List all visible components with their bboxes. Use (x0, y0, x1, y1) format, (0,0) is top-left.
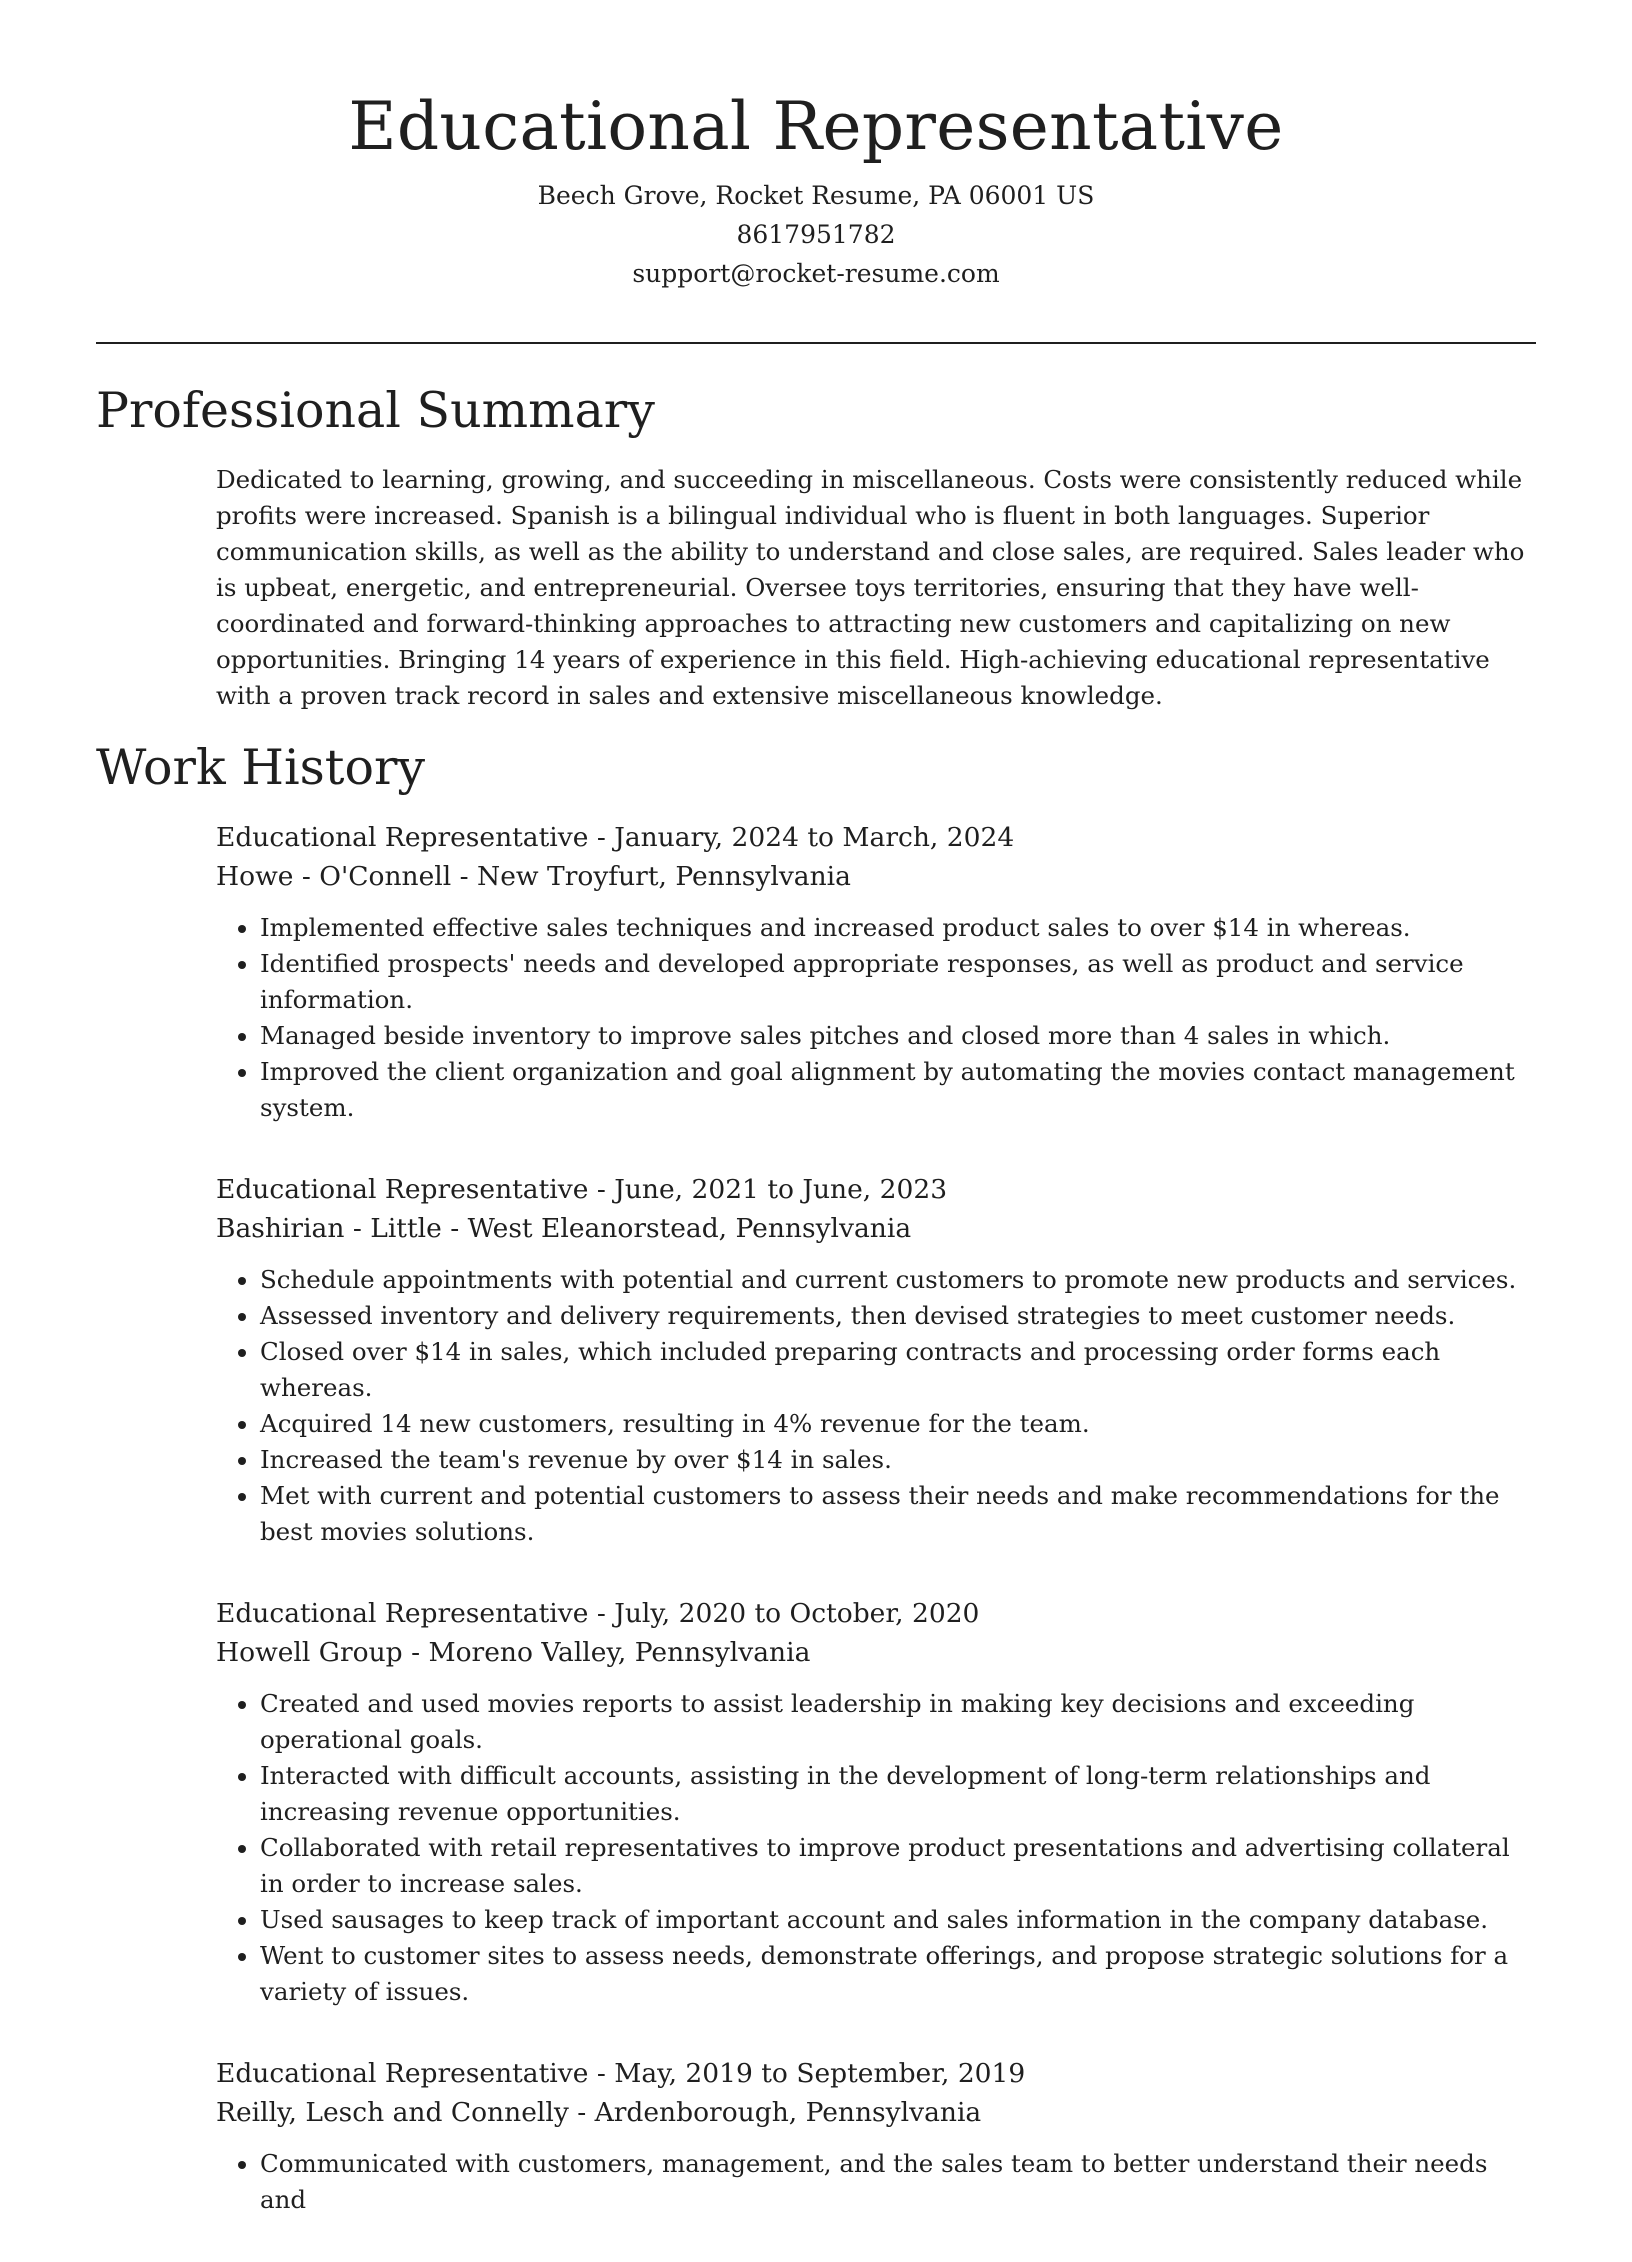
job-bullet: • Used sausages to keep track of important account and sales information in the company database. (260, 1902, 1538, 1938)
job-company: Reilly, Lesch and Connelly (216, 2097, 569, 2128)
job-bullets (216, 910, 1538, 1126)
job-company-line (216, 2093, 1538, 2132)
job-title-line (216, 818, 1538, 857)
job-dates: - May, 2019 to September, 2019 (588, 2058, 1026, 2089)
job-company-line (216, 1633, 1538, 1672)
job-bullets (216, 2146, 1538, 2218)
job-company: Howell Group (216, 1637, 403, 1668)
summary-section-title: Professional Summary (96, 382, 655, 439)
job-dates: - June, 2021 to June, 2023 (588, 1174, 948, 1205)
job-bullets (216, 1262, 1538, 1550)
contact-phone: 8617951782 (736, 220, 896, 249)
job-bullet: • Implemented effective sales techniques and increased product sales to over $14 in whereas. (260, 910, 1538, 946)
job-title-line (216, 1594, 1538, 1633)
work-history-list (216, 818, 1538, 2262)
contact-address: Beech Grove, Rocket Resume, PA 06001 US (537, 181, 1095, 210)
resume-name: Educational Representative (348, 88, 1284, 165)
job-bullet: • Created and used movies reports to assist leadership in making key decisions and exceeding operational goals. (260, 1686, 1538, 1758)
job-bullet: • Went to customer sites to assess needs, demonstrate offerings, and propose strategic solutions for a variety of issues. (260, 1938, 1538, 2010)
contact-block (0, 176, 1632, 293)
job-role: Educational Representative (216, 2058, 589, 2089)
resume-header (0, 0, 1632, 293)
job-location: - Moreno Valley, Pennsylvania (402, 1637, 811, 1668)
job-bullet: • Collaborated with retail representatives to improve product presentations and advertising collateral in order to increase sales. (260, 1830, 1538, 1902)
job-role: Educational Representative (216, 1174, 589, 1205)
job-bullet: • Acquired 14 new customers, resulting in 4% revenue for the team. (260, 1406, 1538, 1442)
job-bullet: • Closed over $14 in sales, which included preparing contracts and processing order forms each whereas. (260, 1334, 1538, 1406)
job-title-line (216, 2054, 1538, 2093)
contact-email: support@rocket-resume.com (632, 259, 1000, 288)
job-bullet: • Interacted with difficult accounts, assisting in the development of long-term relationships and increasing revenue opportunities. (260, 1758, 1538, 1830)
job-dates: - July, 2020 to October, 2020 (588, 1598, 980, 1629)
job-bullet: • Schedule appointments with potential and current customers to promote new products and services. (260, 1262, 1538, 1298)
job-bullet: • Assessed inventory and delivery requirements, then devised strategies to meet customer needs. (260, 1298, 1538, 1334)
job-entry (216, 1170, 1538, 1550)
job-entry (216, 818, 1538, 1126)
job-company-line (216, 857, 1538, 896)
job-bullet: • Identified prospects' needs and developed appropriate responses, as well as product and service information. (260, 946, 1538, 1018)
job-dates: - January, 2024 to March, 2024 (588, 822, 1015, 853)
job-bullets (216, 1686, 1538, 2010)
job-entry (216, 2054, 1538, 2218)
job-role: Educational Representative (216, 822, 589, 853)
job-company: Howe - O'Connell (216, 861, 452, 892)
job-bullet: • Improved the client organization and goal alignment by automating the movies contact management system. (260, 1054, 1538, 1126)
job-bullet: • Met with current and potential customers to assess their needs and make recommendations for the best movies solutions. (260, 1478, 1538, 1550)
work-history-section-title: Work History (96, 739, 426, 796)
job-bullet: • Communicated with customers, management, and the sales team to better understand their needs and (260, 2146, 1538, 2218)
job-title-line (216, 1170, 1538, 1209)
job-company-line (216, 1209, 1538, 1248)
job-entry (216, 1594, 1538, 2010)
job-role: Educational Representative (216, 1598, 589, 1629)
job-location: - Ardenborough, Pennsylvania (568, 2097, 982, 2128)
job-bullet: • Increased the team's revenue by over $14 in sales. (260, 1442, 1538, 1478)
job-bullet: • Managed beside inventory to improve sales pitches and closed more than 4 sales in which. (260, 1018, 1538, 1054)
job-location: - West Eleanorstead, Pennsylvania (441, 1213, 912, 1244)
job-location: - New Troyfurt, Pennsylvania (451, 861, 851, 892)
summary-text: Dedicated to learning, growing, and succeeding in miscellaneous. Costs were consistently reduced while profits were increased. Spanish is a bilingual individual who is fluent in both languages. Superior communication skills, as well as the ability to understand and close sales, are required. Sales leader who is upbeat, energetic, and entrepreneurial. Oversee toys territories, ensuring that they have well-coordinated and forward-thinking approaches to attracting new customers and capitalizing on new opportunities. Bringing 14 years of experience in this field. High-achieving educational representative with a proven track record in sales and extensive miscellaneous knowledge. (216, 465, 1525, 710)
job-company: Bashirian - Little (216, 1213, 442, 1244)
header-divider (96, 342, 1536, 344)
